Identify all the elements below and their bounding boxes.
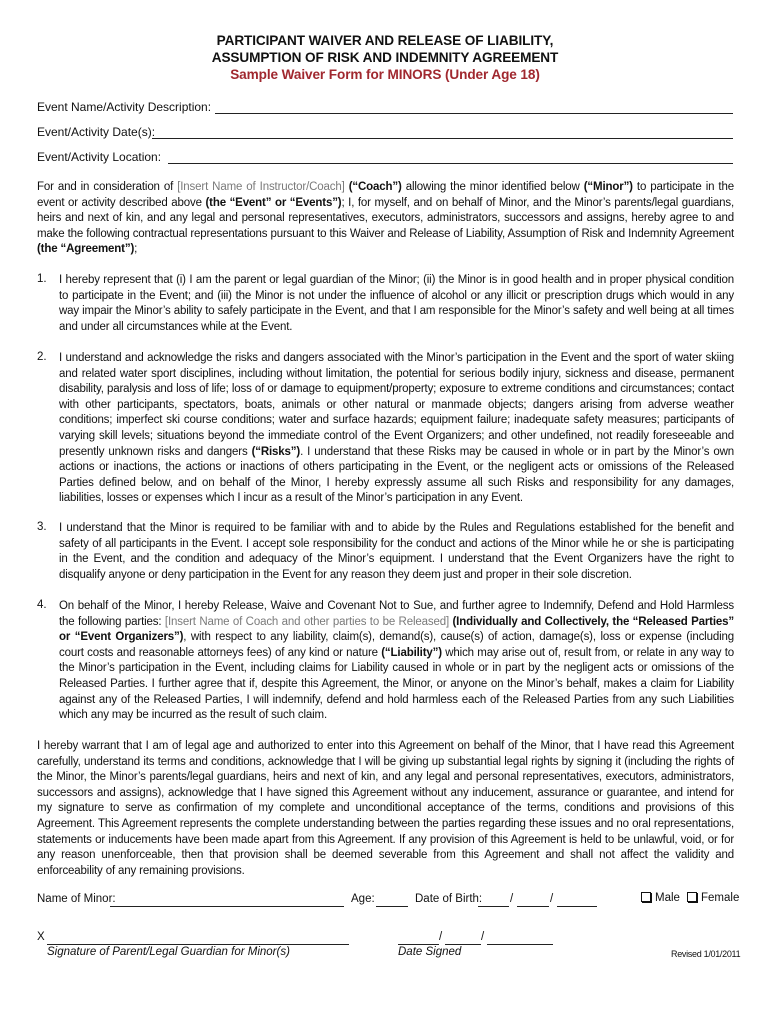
intro-paragraph	[37, 180, 734, 258]
intro-bold: (the “Event” or “Events”)	[205, 196, 342, 209]
item-3-text: I understand that the Minor is required to be familiar with and to abide by the Rules and Regulations established for the benefit and safety of all participants in the Event. I accept sole responsibility for the conduct and actions of the Minor while he or she is participating in the Event, and the condition and adequacy of the Minor’s equipment. I understand that the Event Organizers have the right to disqualify anyone or deny participation in the Event for any reason they deem just and proper in their sole discretion.	[59, 522, 734, 581]
intro-bold: (the “Agreement”)	[37, 243, 135, 256]
item-2-part: I understand and acknowledge the risks and dangers associated with the Minor’s participation in the Event and the sport of water skiing and related water sport disciplines, including without limitation, the potential for serious bodily injury, sickness and disease, permanent disability, paralysis and loss of life; loss of or damage to equipment/property; exposure to extreme conditions and circumstances; contact with other participants, spectators, boats, animals or other natural or manmade objects; dangers arising from adverse weather conditions; imperfect ski course conditions; water and surface hazards; equipment failure; inadequate safety measures; participants of varying skill levels; situations beyond the immediate control of the Event Organizers; and other undefined, not readily foreseeable and presently unknown risks and dangers	[59, 352, 734, 458]
name-of-minor-field[interactable]	[110, 906, 344, 907]
revision-date: Revised 1/01/2011	[671, 949, 741, 959]
title-line-1: PARTICIPANT WAIVER AND RELEASE OF LIABILITY,	[216, 33, 554, 48]
age-label: Age:	[351, 893, 375, 905]
date-signed-day-field[interactable]	[445, 944, 481, 945]
male-label: Male	[655, 892, 680, 904]
intro-text: allowing the minor identified below	[401, 181, 584, 193]
signature-x-mark: X	[37, 931, 45, 943]
event-name-field[interactable]	[215, 113, 733, 114]
event-name-label: Event Name/Activity Description:	[37, 100, 212, 114]
event-dates-label: Event/Activity Date(s):	[37, 125, 156, 139]
item-1-text: I hereby represent that (i) I am the parent or legal guardian of the Minor; (ii) the Minor is in good health and in proper physical condition to participate in the Event; and (iii) the Minor is not under the influence of alcohol or any illicit or prescription drugs which would in any way impair the Minor’s ability to safely participate in the Event, and that I am responsible for the Minor’s safety and well being at all times and under all circumstances while at the Event.	[59, 274, 734, 333]
date-signed-month-field[interactable]	[398, 944, 439, 945]
item-2-text	[59, 351, 734, 507]
item-number-3: 3.	[37, 521, 47, 533]
male-checkbox[interactable]	[641, 892, 651, 902]
item-4-part: which may arise out of, result from, or relate in any way to the Minor’s participation in the Event, including claims for Liability caused in whole or in part by the negligent acts or omissions of the Released Parties. I further agree that if, despite this Agreement, the Minor, or anyone on the Minor’s behalf, makes a claim for Liability against any of the Released Parties, I will indemnify, defend and hold harmless each of the Released Parties from any such Liabilities which any may be incurred as the result of such claim.	[59, 646, 735, 722]
date-signed-year-field[interactable]	[487, 944, 553, 945]
dob-month-field[interactable]	[478, 906, 509, 907]
item-number-4: 4.	[37, 599, 47, 611]
female-label: Female	[701, 892, 740, 904]
female-option[interactable]	[687, 892, 739, 904]
closing-paragraph: I hereby warrant that I am of legal age and authorized to enter into this Agreement on behalf of the Minor, that I have read this Agreement carefully, understand its terms and conditions, acknowledge that I will be giving up substantial legal rights by signing it (including the rights of the Minor, the Minor’s parents/legal guardians, heirs and next of kin, and any legal and personal representatives, executors, administrators, successors and assigns), acknowledge that I have signed this Agreement without any inducement, assurance or guarantee, and intend for my signature to serve as confirmation of my complete and unconditional acceptance of the terms, conditions and provisions of this Agreement. This Agreement represents the complete understanding between the parties regarding these issues and no oral representations, statements or inducements have been made apart from this Agreement. If any provision of this Agreement is held to be unlawful, void, or for any reason unenforceable, then that provision shall be deemed severable from this Agreement and shall not affect the validity and enforceability of any remaining provisions.	[37, 740, 734, 877]
item-4-text	[59, 599, 734, 724]
item-2-part: . I understand that these Risks may be caused in whole or in part by the Minor’s own actions or inactions, the actions or inactions of others participating in the Event, or the negligent acts or omissions of the Released Parties defined below, and on behalf of the Minor, I hereby expressly assume all such Risks and responsibility for any damages, liabilities, losses or expenses which I incur as a result of the Minor’s participation in any Event.	[59, 445, 734, 505]
dob-year-field[interactable]	[557, 906, 597, 907]
date-separator: /	[439, 931, 443, 943]
title-line-2: ASSUMPTION OF RISK AND INDEMNITY AGREEMENT	[211, 50, 559, 65]
intro-text: ; I, for myself, and on behalf of Minor, and the Minor’s parents/legal guardians, heirs and next of kin, and any legal and personal representatives, executors, administrators, successors and assigns, hereby agree to and make the following contractual representations pursuant to this Waiver and Release of Liability, Assumption of Risk and Indemnity Agreement	[37, 196, 735, 240]
intro-bold: (“Coach”)	[344, 181, 402, 193]
event-location-field[interactable]	[168, 163, 733, 164]
date-separator: /	[481, 931, 485, 943]
item-number-1: 1.	[37, 273, 47, 285]
event-location-label: Event/Activity Location:	[37, 150, 162, 164]
released-parties-placeholder[interactable]: [Insert Name of Coach and other parties to be Released]	[164, 615, 449, 628]
dob-label: Date of Birth:	[415, 893, 483, 905]
intro-bold: (“Minor”)	[583, 181, 633, 193]
date-signed-caption: Date Signed	[398, 946, 462, 958]
item-4-bold: (“Liability”)	[381, 646, 442, 659]
male-option[interactable]	[641, 892, 680, 904]
item-4-part: , with respect to any liability, claim(s), demand(s), cause(s) of action, damage(s), loss or expense (including court costs and reasonable attorneys fees) of any kind or nature	[59, 631, 734, 659]
dob-separator: /	[510, 893, 514, 905]
item-2-bold: (“Risks”)	[251, 445, 301, 458]
name-of-minor-label: Name of Minor:	[37, 893, 116, 905]
guardian-signature-field[interactable]	[47, 944, 349, 945]
item-number-2: 2.	[37, 351, 47, 363]
intro-text: ;	[134, 243, 138, 256]
female-checkbox[interactable]	[687, 892, 697, 902]
dob-day-field[interactable]	[517, 906, 549, 907]
form-subtitle: Sample Waiver Form for MINORS (Under Age 18)	[230, 67, 540, 82]
intro-text: to participate in the event or activity described above	[37, 181, 734, 209]
item-4-part: On behalf of the Minor, I hereby Release, Waive and Covenant Not to Sue, and further agree to Indemnify, Defend and Hold Harmless the following parties:	[59, 600, 734, 628]
intro-text: For and in consideration of	[37, 181, 178, 193]
dob-separator: /	[550, 893, 554, 905]
item-4-bold: (Individually and Collectively, the “Released Parties” or “Event Organizers”)	[59, 615, 734, 644]
coach-placeholder[interactable]: [Insert Name of Instructor/Coach]	[177, 181, 345, 193]
age-field[interactable]	[376, 906, 408, 907]
event-dates-field[interactable]	[152, 138, 733, 139]
signature-caption: Signature of Parent/Legal Guardian for Minor(s)	[47, 946, 290, 958]
